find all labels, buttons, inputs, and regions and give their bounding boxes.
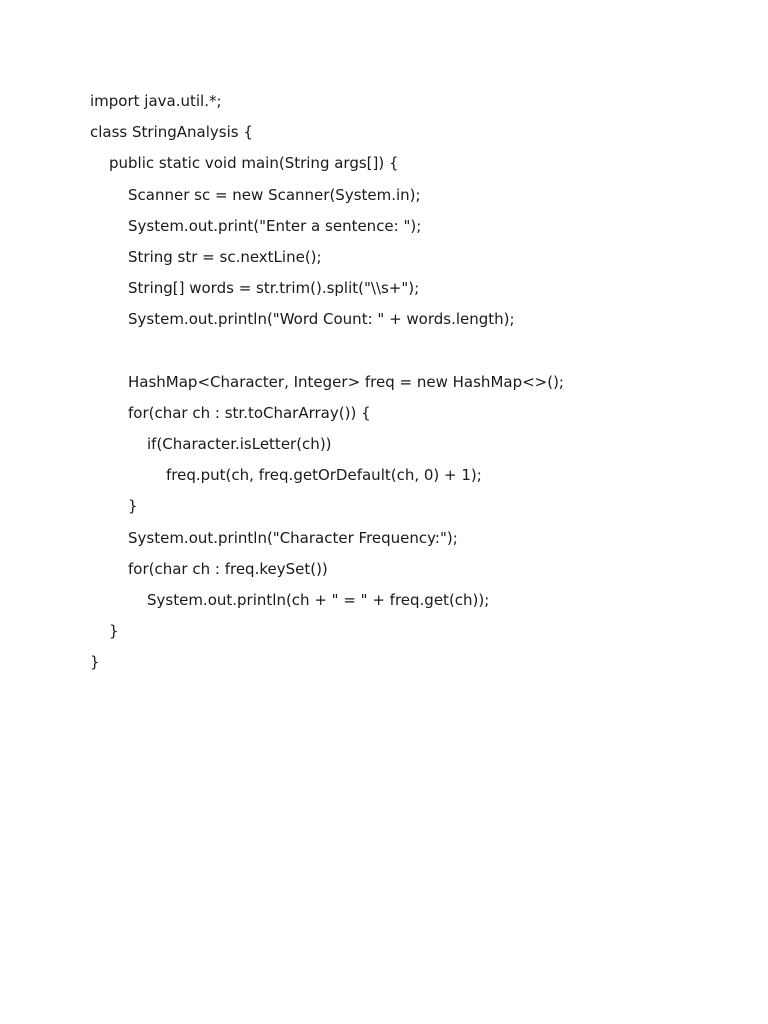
code-line-print-word-count: System.out.println("Word Count: " + words.length); xyxy=(128,310,515,329)
code-line-if-letter: if(Character.isLetter(ch)) xyxy=(147,435,332,454)
code-line-for-keys: for(char ch : freq.keySet()) xyxy=(128,559,328,578)
code-line-split-words: String[] words = str.trim().split("\\s+"); xyxy=(128,279,420,298)
code-line-close-class: } xyxy=(90,653,100,672)
code-line-class-declaration: class StringAnalysis { xyxy=(90,123,253,142)
code-line-blank xyxy=(90,336,564,367)
code-line-print-frequency: System.out.println(ch + " = " + freq.get(ch)); xyxy=(147,591,490,609)
code-line-import: import java.util.*; xyxy=(90,92,222,110)
code-line-read-input: String str = sc.nextLine(); xyxy=(128,247,322,266)
code-line-for-chars: for(char ch : str.toCharArray()) { xyxy=(128,403,371,422)
code-line-hashmap: HashMap<Character, Integer> freq = new HashMap<>(); xyxy=(128,372,564,391)
code-line-freq-put: freq.put(ch, freq.getOrDefault(ch, 0) + 1); xyxy=(166,466,482,485)
code-line-main-method: public static void main(String args[]) { xyxy=(109,154,399,173)
code-line-close-main: } xyxy=(109,622,119,641)
code-line-scanner: Scanner sc = new Scanner(System.in); xyxy=(128,185,421,204)
code-line-prompt: System.out.print("Enter a sentence: "); xyxy=(128,216,422,235)
code-line-close-for: } xyxy=(128,497,138,516)
code-line-print-frequency-header: System.out.println("Character Frequency:"); xyxy=(128,528,458,547)
code-listing xyxy=(90,86,564,679)
